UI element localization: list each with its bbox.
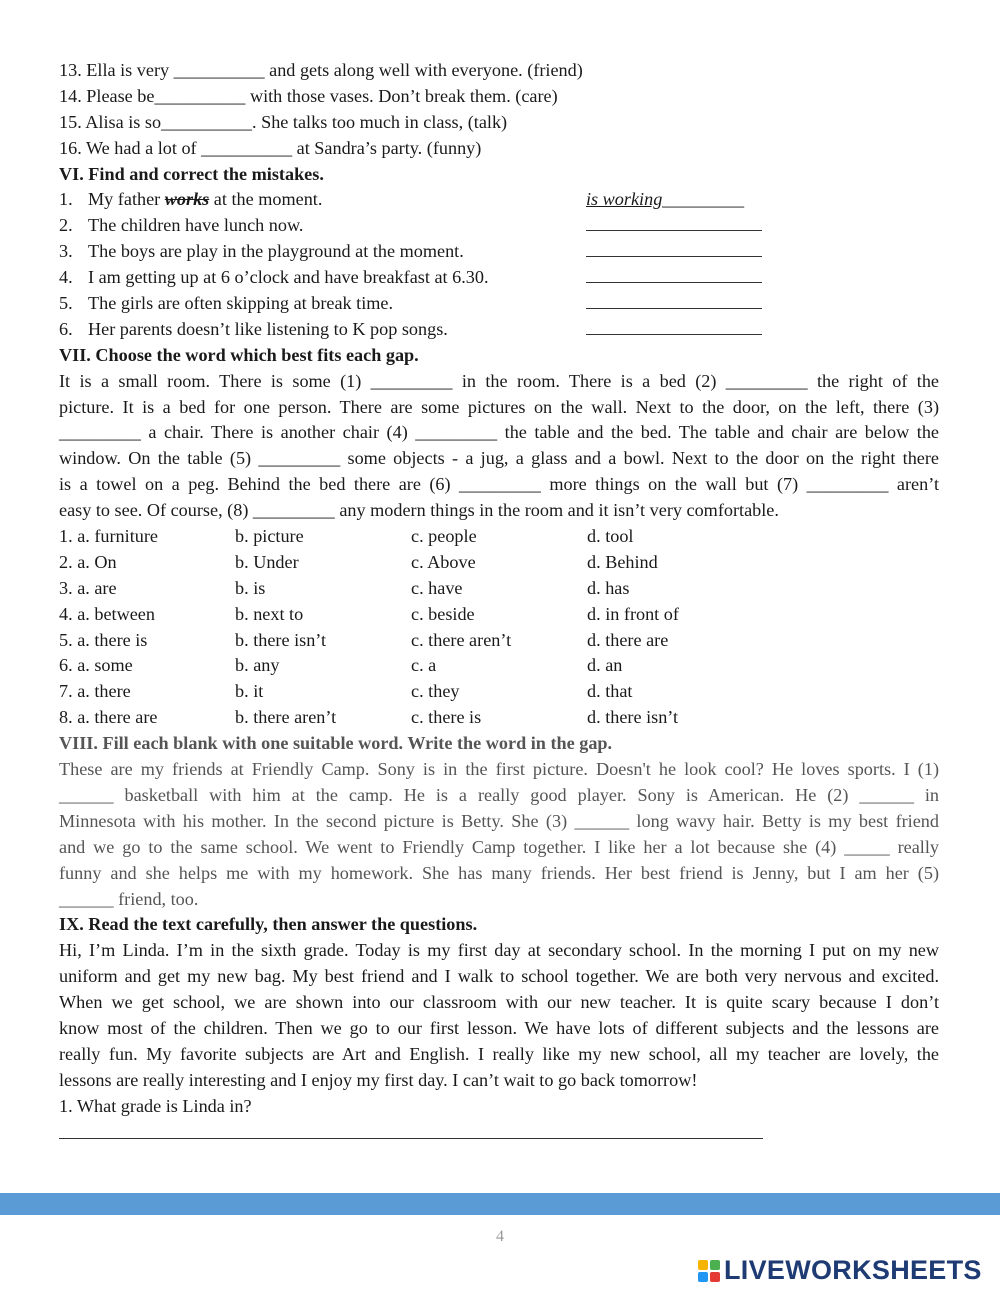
passage-line: These are my friends at Friendly Camp. Sony is in the first picture. Doesn't he look cool? He loves sports. I (1) — [59, 759, 939, 780]
passage-line: _________ a chair. There is another chair (4) _________ the table and the bed. The table and chair are below the — [59, 422, 939, 443]
option-b[interactable]: b. picture — [235, 526, 304, 547]
option-d[interactable]: d. in front of — [587, 603, 679, 624]
option-c[interactable]: c. people — [411, 526, 477, 547]
mistake-item-4 — [59, 265, 939, 291]
option-d[interactable]: d. Behind — [587, 551, 658, 572]
mistake-sentence: The children have lunch now. — [88, 215, 304, 236]
passage-line: is a towel on a peg. Behind the bed there are (6) _________ more things on the wall but (7) _________ aren’t — [59, 474, 939, 495]
option-c[interactable]: c. they — [411, 681, 460, 702]
option-row — [59, 679, 939, 705]
mistake-num: 1. — [59, 189, 73, 210]
option-b[interactable]: b. any — [235, 655, 280, 676]
logo-square — [698, 1260, 708, 1270]
question-1: 1. What grade is Linda in? — [59, 1095, 252, 1116]
answer-blank[interactable] — [586, 240, 762, 257]
passage-line: easy to see. Of course, (8) _________ any modern things in the room and it isn’t very comfortable. — [59, 500, 779, 521]
mistake-num: 3. — [59, 241, 73, 262]
logo-text: LIVEWORKSHEETS — [724, 1255, 982, 1285]
struck-word: works — [164, 189, 210, 210]
passage-line: really fun. My favorite subjects are Art and English. I really like my new school, all my teacher are lovely, the — [59, 1043, 939, 1064]
mistake-sentence: The boys are play in the playground at the moment. — [88, 241, 464, 262]
passage-line: ______ basketball with him at the camp. He is a really good player. Sony is American. He (2) ______ in — [59, 784, 939, 805]
answer-blank[interactable] — [586, 266, 762, 283]
option-b[interactable]: b. is — [235, 577, 266, 598]
option-b[interactable]: b. there aren’t — [235, 707, 337, 728]
passage-line: Minnesota with his mother. In the second picture is Betty. She (3) ______ long wavy hair. Betty is my best friend — [59, 810, 939, 831]
sentence-part: at the moment. — [209, 189, 323, 210]
option-row — [59, 705, 939, 731]
section-vii-passage — [59, 369, 939, 524]
option-a[interactable]: 1. a. furniture — [59, 526, 158, 547]
passage-line: funny and she helps me with my homework. She has many friends. Her best friend is Jenny, but I am her (5) — [59, 862, 939, 883]
option-c[interactable]: c. there aren’t — [411, 629, 512, 650]
sentence-13: 13. Ella is very __________ and gets along well with everyone. (friend) — [59, 60, 583, 80]
option-a[interactable]: 5. a. there is — [59, 629, 148, 650]
sentence-15: 15. Alisa is so__________. She talks too much in class, (talk) — [59, 111, 508, 132]
passage-line: and we go to the same school. We went to Friendly Camp together. I like her a lot because she (4) _____ really — [59, 836, 939, 857]
section-vi-title: VI. Find and correct the mistakes. — [59, 163, 324, 184]
section-viii-title: VIII. Fill each blank with one suitable word. Write the word in the gap. — [59, 733, 613, 754]
mistake-sentence: I am getting up at 6 o’clock and have breakfast at 6.30. — [88, 267, 489, 288]
answer-line[interactable] — [59, 1122, 763, 1139]
option-row — [59, 524, 939, 550]
option-a[interactable]: 3. a. are — [59, 577, 117, 598]
mistake-sentence: Her parents doesn’t like listening to K pop songs. — [88, 318, 448, 339]
passage-line: picture. It is a bed for one person. There are some pictures on the wall. Next to the door, on the left, there (3) — [59, 396, 939, 417]
answer-underline: _________ — [662, 189, 745, 210]
option-d[interactable]: d. tool — [587, 526, 634, 547]
passage-line: When we get school, we are shown into our classroom with our new teacher. It is quite scary because I don’t — [59, 992, 939, 1013]
option-a[interactable]: 2. a. On — [59, 551, 117, 572]
passage-line: lessons are really interesting and I enjoy my first day. I can’t wait to go back tomorrow! — [59, 1069, 698, 1090]
passage-line: ______ friend, too. — [59, 888, 199, 909]
option-c[interactable]: c. have — [411, 577, 463, 598]
mistake-item-5 — [59, 291, 939, 317]
sentence-16: 16. We had a lot of __________ at Sandra’s party. (funny) — [59, 137, 482, 158]
passage-line: Hi, I’m Linda. I’m in the sixth grade. Today is my first day at secondary school. In the morning I put on my new — [59, 940, 939, 961]
passage-line: window. On the table (5) _________ some objects - a jug, a glass and a bowl. Next to the door on the right there — [59, 448, 939, 469]
answer-blank[interactable] — [586, 292, 762, 309]
option-a[interactable]: 8. a. there are — [59, 707, 158, 728]
footer-bar — [0, 1193, 1000, 1215]
mistake-item-3 — [59, 239, 939, 265]
option-row — [59, 576, 939, 602]
passage-line: uniform and get my new bag. My best friend and I walk to school together. We are both very nervous and excited. — [59, 966, 939, 987]
mistake-item-2 — [59, 213, 939, 239]
section-vii-options — [59, 524, 939, 731]
option-a[interactable]: 4. a. between — [59, 603, 155, 624]
option-a[interactable]: 7. a. there — [59, 681, 131, 702]
option-d[interactable]: d. there isn’t — [587, 707, 679, 728]
logo-square — [710, 1272, 720, 1282]
sentence-14: 14. Please be__________ with those vases. Don’t break them. (care) — [59, 85, 558, 106]
section-v-items — [59, 58, 939, 162]
page-number: 4 — [496, 1228, 504, 1245]
option-row — [59, 602, 939, 628]
worksheet-page — [59, 58, 939, 1139]
mistake-num: 2. — [59, 215, 73, 236]
logo-square — [710, 1260, 720, 1270]
mistake-item-1 — [59, 187, 939, 213]
answer-text: is working — [586, 189, 663, 210]
option-d[interactable]: d. there are — [587, 629, 669, 650]
option-c[interactable]: c. there is — [411, 707, 482, 728]
option-a[interactable]: 6. a. some — [59, 655, 133, 676]
option-d[interactable]: d. that — [587, 681, 633, 702]
option-c[interactable]: c. a — [411, 655, 437, 676]
option-b[interactable]: b. next to — [235, 603, 304, 624]
option-c[interactable]: c. Above — [411, 551, 476, 572]
answer-blank[interactable] — [586, 318, 762, 335]
mistake-sentence: The girls are often skipping at break time. — [88, 293, 394, 314]
section-vii-title: VII. Choose the word which best fits each gap. — [59, 344, 419, 365]
mistake-num: 6. — [59, 318, 73, 339]
mistake-num: 4. — [59, 267, 73, 288]
sentence-part: My father — [88, 189, 165, 210]
logo-grid-icon — [698, 1260, 720, 1282]
section-ix-title: IX. Read the text carefully, then answer the questions. — [59, 914, 478, 935]
section-viii-passage — [59, 757, 939, 912]
option-b[interactable]: b. there isn’t — [235, 629, 327, 650]
mistake-sentence — [88, 187, 586, 213]
mistake-num: 5. — [59, 293, 73, 314]
option-b[interactable]: b. it — [235, 681, 264, 702]
passage-line: It is a small room. There is some (1) _________ in the room. There is a bed (2) _________ the right of the — [59, 370, 939, 391]
mistake-item-6 — [59, 317, 939, 343]
logo-square — [698, 1272, 708, 1282]
option-c[interactable]: c. beside — [411, 603, 475, 624]
passage-line: know most of the children. Then we go to our first lesson. We have lots of different subjects and the lessons are — [59, 1017, 939, 1038]
answer-blank[interactable] — [586, 214, 762, 231]
liveworksheets-logo — [698, 1255, 982, 1286]
example-answer — [586, 187, 762, 213]
option-d[interactable]: d. has — [587, 577, 630, 598]
option-row — [59, 653, 939, 679]
section-ix-passage — [59, 938, 939, 1093]
option-row — [59, 550, 939, 576]
option-b[interactable]: b. Under — [235, 551, 299, 572]
option-row — [59, 628, 939, 654]
option-d[interactable]: d. an — [587, 655, 623, 676]
